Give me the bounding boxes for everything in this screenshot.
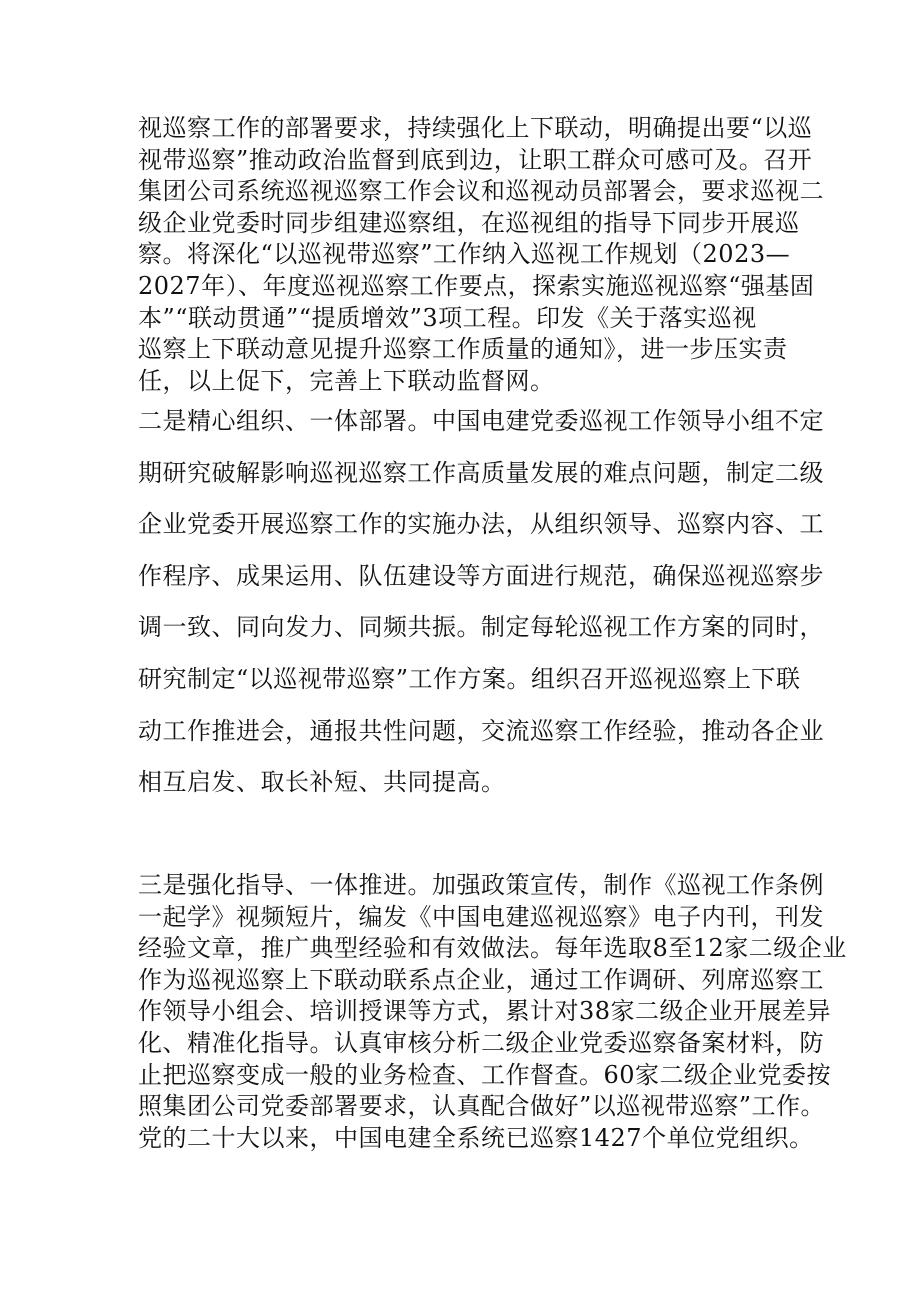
text-line: 化、精准化指导。认真审核分析二级企业党委巡察备案材料，防 <box>138 1028 824 1057</box>
text-line: 巡察上下联动意见提升巡察工作质量的通知》，进一步压实责 <box>138 335 788 364</box>
text-line: 相互启发、取长补短、共同提高。 <box>138 768 506 797</box>
text-line: 期研究破解影响巡视巡察工作高质量发展的难点问题，制定二级 <box>138 458 824 487</box>
text-line: 视巡察工作的部署要求，持续强化上下联动，明确提出要“以巡 <box>138 114 813 142</box>
text-line: 二是精心组织、一体部署。中国电建党委巡视工作领导小组不定 <box>138 407 824 435</box>
text-line: 作程序、成果运用、队伍建设等方面进行规范，确保巡视巡察步 <box>138 561 824 590</box>
text-line: 本”“联动贯通”“提质增效”3项工程。印发《关于落实巡视 <box>138 303 757 332</box>
text-line: 任，以上促下，完善上下联动监督网。 <box>138 366 555 395</box>
text-line: 研究制定“以巡视带巡察”工作方案。组织召开巡视巡察上下联 <box>138 664 801 693</box>
paragraph-1 <box>138 113 824 397</box>
text-line: 作领导小组会、培训授课等方式，累计对38家二级企业开展差异 <box>138 997 832 1026</box>
text-line: 一起学》视频短片，编发《中国电建巡视巡察》电子内刊，刊发 <box>138 902 824 931</box>
text-line: 照集团公司党委部署要求，认真配合做好”以巡视带巡察”工作。 <box>138 1092 826 1121</box>
text-line: 企业党委开展巡察工作的实施办法，从组织领导、巡察内容、工 <box>138 510 824 539</box>
paragraph-3 <box>138 870 847 1154</box>
text-line: 视带巡察”推动政治监督到底到边，让职工群众可感可及。召开 <box>138 145 813 174</box>
text-line: 经验文章，推广典型经验和有效做法。每年选取8至12家二级企业 <box>138 934 847 963</box>
text-line: 2027年）、年度巡视巡察工作要点，探索实施巡视巡察“强基固 <box>138 271 815 300</box>
text-line: 党的二十大以来，中国电建全系统已巡察1427个单位党组织。 <box>138 1123 814 1152</box>
text-line: 调一致、同向发力、同频共振。制定每轮巡视工作方案的同时， <box>138 613 824 642</box>
text-line: 集团公司系统巡视巡察工作会议和巡视动员部署会，要求巡视二 <box>138 177 824 206</box>
text-line: 级企业党委时同步组建巡察组，在巡视组的指导下同步开展巡 <box>138 208 800 237</box>
paragraph-2 <box>138 396 824 809</box>
text-line: 察。将深化“以巡视带巡察”工作纳入巡视工作规划（2023— <box>138 240 791 269</box>
text-line: 作为巡视巡察上下联动联系点企业，通过工作调研、列席巡察工 <box>138 965 824 994</box>
text-line: 三是强化指导、一体推进。加强政策宣传，制作《巡视工作条例 <box>138 871 824 899</box>
text-line: 动工作推进会，通报共性问题，交流巡察工作经验，推动各企业 <box>138 716 824 745</box>
text-line: 止把巡察变成一般的业务检查、工作督查。60家二级企业党委按 <box>138 1060 832 1089</box>
